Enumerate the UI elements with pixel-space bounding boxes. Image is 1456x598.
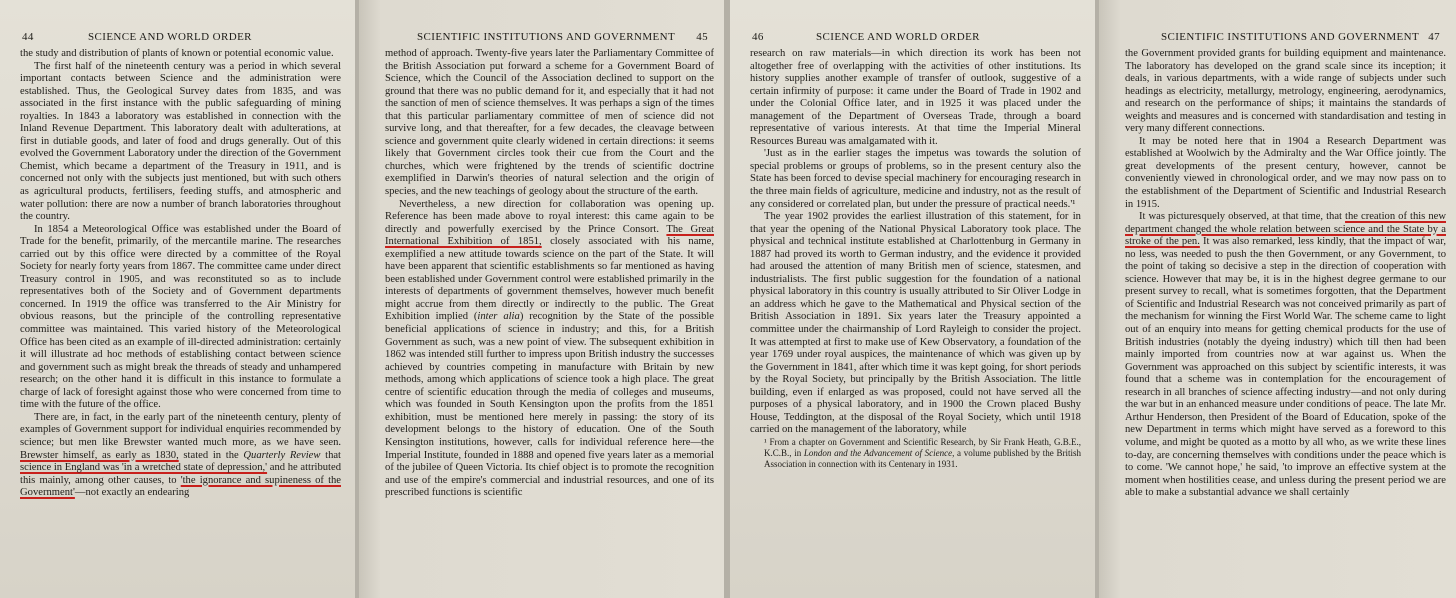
page-body bbox=[385, 48, 714, 598]
footnote bbox=[750, 437, 1081, 470]
text-run: that bbox=[320, 449, 342, 461]
page-body bbox=[1125, 48, 1446, 598]
underlined-passage: Brewster himself, as early as 1830, bbox=[20, 449, 179, 461]
italic-title: London and the Advancement of Science bbox=[803, 447, 953, 458]
page-46 bbox=[730, 0, 1095, 598]
page-body bbox=[20, 48, 341, 598]
running-head-title: SCIENCE AND WORLD ORDER bbox=[88, 31, 252, 43]
paragraph: In 1854 a Meteorological Office was established under the Board of Trade for the benefit, primarily, of the mercantile marine. The researches carried out by this office were directed by a committee of the Royal Society for nearly forty years from 1867. The committee came under direct Treasury control in 1905, and was reconstituted so as to include representatives both of the Society and of Government departments concerned. In 1919 the office was transferred to the Air Ministry for obvious reasons, but the principle of the controlling representative committee was maintained. This varied history of the Meteorological Office has been cited as an example of ill-directed administration: certainly it will illustrate ad hoc methods of establishing contact between science and government such as might break the threads of steady and unhampered research; on the other hand it is difficult in this instance to formulate a charge of lack of foresight against those who were concerned from time to time with the future of the office. bbox=[20, 223, 342, 411]
underlined-passage: The Great International Exhibition of 1851, bbox=[385, 223, 714, 248]
running-head-title: SCIENCE AND WORLD ORDER bbox=[816, 31, 980, 43]
page-number: 46 bbox=[752, 31, 764, 43]
text-run: ¹ From a chapter on Government and Scientific Research, by Sir Frank Heath, G.B.E., K.C.B., in bbox=[764, 436, 1081, 458]
page-number: 44 bbox=[22, 31, 34, 43]
underlined-passage: the creation of this new department changed the whole relation between science and the State by a stroke of the pen. bbox=[1124, 211, 1446, 248]
paragraph: method of approach. Twenty-five years later the Parliamentary Committee of the British Association put forward a scheme for a Government Board of Science, which the Council of the Association declined to support on the ground that there was no public demand for it, and especially that it had not the sanction of men of science themselves. It was perhaps a sign of the times that this particular parliamentary committee of men of science did not survive long, and that thereafter, for a few decades, the cleavage between science and government quite clearly widened in certain directions: it seems likely that Government circles took their cue from the Court and the churches, which were frightened by the trends of scientific doctrine exemplified in Darwin's theories of natural selection and the origin of species, and the new teachings of geology about the structure of the earth. bbox=[385, 48, 714, 198]
text-run: ) recognition by the State of the possible beneficial applications of science in industry; and this, for a British Government as such, was a new point of view. The subsequent exhibition in 1862 was intended still further to impress upon British industry the successes achieved by countries competing in manufacture with Britain by new methods, among which applications of science took a high place. The great centre of scientific education through the media of colleges and museums, which was founded in South Kensington upon the profits from the 1851 exhibition, must be mentioned here merely in passing: the story of its development belongs to the history of education. One of the South Kensington institutions, however, calls for individual reference here—the Imperial Institute, founded in 1888 and opened five years later as a memorial of the jubilee of Queen Victoria. Its chief object is to promote the recognition and use of the empire's commercial and industrial resources, and one of its prescribed functions is scientific bbox=[385, 311, 714, 499]
paragraph bbox=[1125, 211, 1446, 500]
text-run: and he attributed this mainly, among other causes, to bbox=[20, 462, 342, 486]
page-44 bbox=[0, 0, 355, 598]
text-run: It was also remarked, less kindly, that the impact of war, no less, was needed to push the then Government, or any Government, to the point of taking so decisive a step in the direction of cooperation with science. However that may be, it is in the highest degree germane to our present survey to recall, what is sometimes forgotten, that the Department of Scientific and Industrial Research was not conceived primarily as part of the mechanism for winning the First World War. The scheme came to light out of an enquiry into means for getting chemical products for the use of British industries (notably the dyeing industry) which till then had been mainly imported from countries now at war against us. When the Government was approached on this subject by scientific interests, it was found that a scheme was in contemplation for the encouragement of research in all branches of science affecting industry—and not only during the war but in an enhanced measure under conditions of peace. The late Mr. Arthur Henderson, then President of the Board of Education, spoke of the new Department in terms which might have served as a foreword to this volume, and might be quoted as a motto by all who, as we write these lines to-day, are concerning themselves with conditions under the peace which is to come. 'We cannot hope,' he said, 'to improve an effective system at the moment when hostilities cease, and unless during the present period we are able to make a substantial advance we shall certainly bbox=[1124, 236, 1446, 499]
text-run: There are, in fact, in the early part of the nineteenth century, plenty of examples of Government support for individual enquiries recommended by science; but men like Brewster wanted much more, as we have seen. bbox=[20, 411, 342, 448]
italic-phrase: inter alia bbox=[477, 311, 520, 323]
italic-title: Quarterly Review bbox=[243, 449, 321, 461]
running-head-title: SCIENTIFIC INSTITUTIONS AND GOVERNMENT bbox=[417, 31, 676, 43]
paragraph: 'Just as in the earlier stages the impetus was towards the solution of special problems or groups of problems, so in the present century also the State has been forced to devise special machinery for encouraging research in the three main fields of agriculture, medicine and industry, not as the result of any considered or correlated plan, but under the pressure of practical needs.'¹ bbox=[750, 148, 1081, 210]
text-run: , a volume published by the British Association in connection with its Centenary in 1931. bbox=[764, 447, 1081, 469]
paragraph: The first half of the nineteenth century was a period in which several important contacts between Science and the administration were established. Thus, the Geological Survey dates from 1835, and was associated in the first instance with the public safeguarding of mining royalties. In 1843 a laboratory was established in connection with the Inland Revenue Department. This laboratory dealt with adulterations, at first in dutiable goods, and later of food and drugs generally. Out of this evolved the Government Laboratory under the direction of the Government Chemist, which became a department of the Treasury in 1911, and is concerned not only with the subjects just mentioned, but with such others as agricultural products, fertilisers, feeding stuffs, and atmospheric and water pollution: there are now a number of branch laboratories throughout the country. bbox=[20, 60, 342, 223]
text-run: —not exactly an endearing bbox=[74, 487, 190, 499]
paragraph: the study and distribution of plants of known or potential economic value. bbox=[20, 48, 334, 59]
running-head-title: SCIENTIFIC INSTITUTIONS AND GOVERNMENT bbox=[1160, 31, 1420, 43]
page-47 bbox=[1099, 0, 1456, 598]
paragraph bbox=[20, 412, 341, 500]
page-number: 47 bbox=[1428, 31, 1440, 43]
paragraph: The year 1902 provides the earliest illustration of this statement, for in that year the opening of the National Physical Laboratory took place. The physical and technical institute established at Charlottenburg in Germany in 1887 had proved its worth to German industry, and the evidence it provided had aroused the attention of many British men of science, statesmen, and industrialists. The first public suggestion for the foundation of a national physical laboratory in this country is usually attributed to Sir Oliver Lodge in an address which he gave to the Mathematical and Physical section of the British Association in 1891. Six years later the Treasury appointed a committee under the chairmanship of Lord Rayleigh to consider the project. It was attempted at first to make use of Kew Observatory, a foundation of the year 1769 under royal auspices, the maintenance of which was given up by the Government in 1841, after which time it was kept going, for short periods by the Royal Society, but principally by the British Association. The little building, even if enlarged as was proposed, could not have served all the purposes of a physical laboratory, and in 1900 the Crown placed Bushy House, Teddington, at the disposal of the Royal Society, which until 1918 carried on the management of the laboratory, while bbox=[750, 211, 1081, 436]
text-run: stated in the bbox=[178, 449, 244, 461]
paragraph: the Government provided grants for building equipment and maintenance. The laboratory has developed on the grand scale since its inception; it deals, in various departments, with a wide range of subjects under such headings as electricity, metallurgy, metrology, engineering, aerodynamics, and research on the performance of ships; it maintains the standards of weights and measures and is concerned with standardisation and testing in very many different connections. bbox=[1124, 48, 1446, 135]
paragraph: It may be noted here that in 1904 a Research Department was established at Woolwich by the Admiralty and the War Office jointly. The great developments of the present century, however, cannot be conveniently viewed in chronological order, and we may now pass on to the establishment of the Department of Scientific and Industrial Research in 1915. bbox=[1124, 135, 1446, 210]
paragraph: research on raw materials—in which direction its work has been not altogether free of overlapping with the activities of other institutions. Its history supplies another example of transfer of outlook, suggestive of a certain infirmity of purpose: it came under the Board of Trade in 1902 and under the Colonial Office later, and in 1925 it was placed under the management of the Department of Overseas Trade, through a board representative of various interests. At that time the Imperial Mineral Resources Bureau was amalgamated with it. bbox=[750, 48, 1081, 147]
underlined-passage: science in England was 'in a wretched state of depression,' bbox=[20, 462, 268, 474]
page-body bbox=[750, 48, 1081, 598]
paragraph bbox=[385, 199, 714, 500]
page-45 bbox=[359, 0, 724, 598]
text-run: closely associated with his name, exemplified a new attitude towards science on the part of the State. It will have been apparent that scientific establishments so far mentioned as having been established under Government control were established primarily in the interests of departments of government themselves, however much benefit might accrue from them directly or indirectly to the public. The Great Exhibition implied ( bbox=[385, 236, 714, 323]
underlined-passage: 'the ignorance and supineness of the Government' bbox=[20, 474, 342, 499]
text-run: Nevertheless, a new direction for collaboration was opening up. Reference has been made above to royal interest: this came again to be directly and powerfully exercised by the Prince Consort. bbox=[385, 198, 714, 235]
text-run: It was picturesquely observed, at that time, that bbox=[1138, 211, 1346, 223]
page-number: 45 bbox=[696, 31, 708, 43]
